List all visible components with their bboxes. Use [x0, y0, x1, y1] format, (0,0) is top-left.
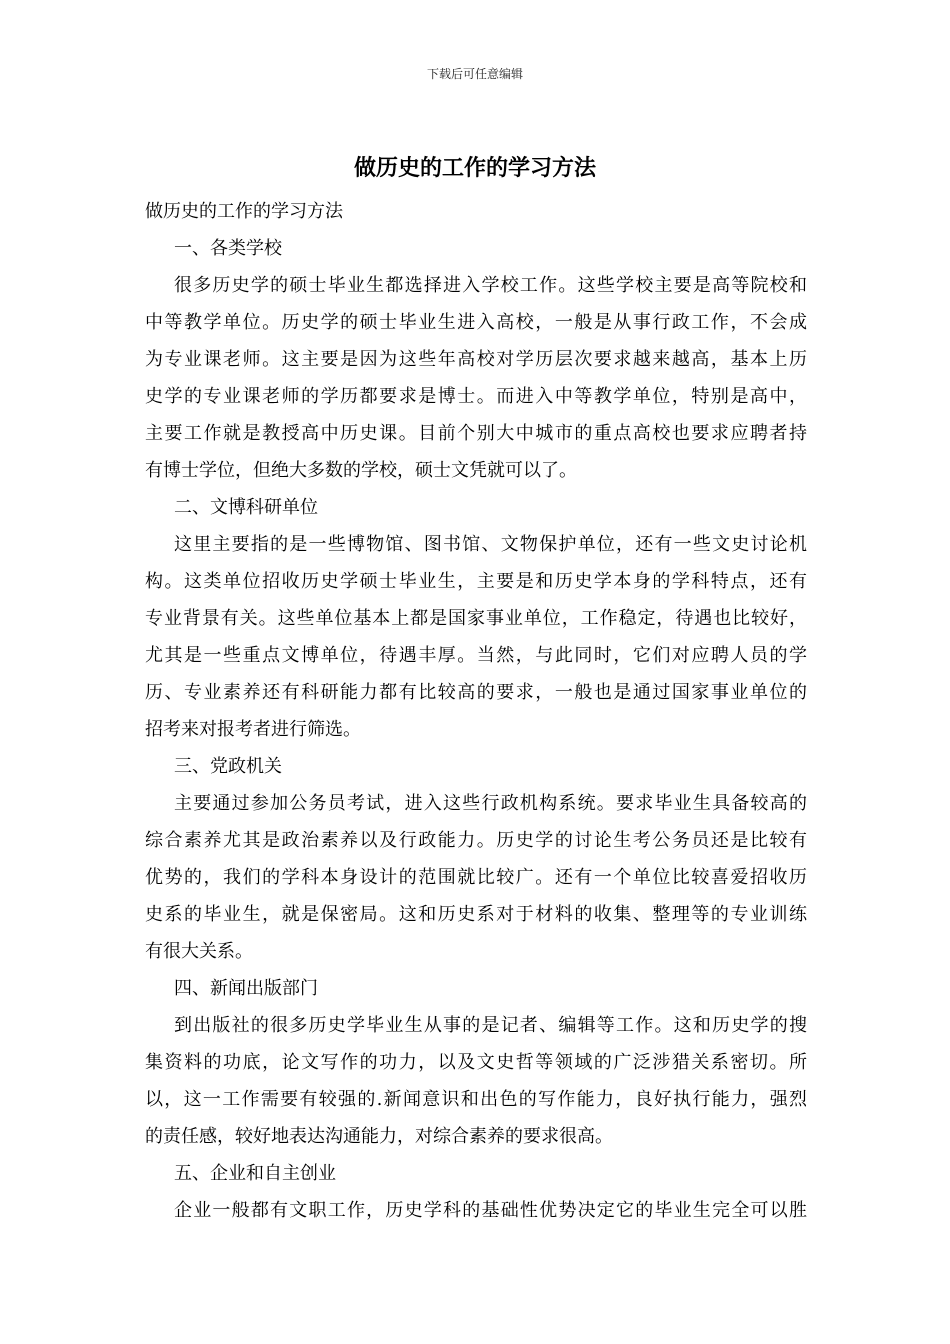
text-line: 很多历史学的硕士毕业生都选择进入学校工作。这些学校主要是高等院校和 [174, 275, 807, 296]
page-header: 下载后可任意编辑 [426, 67, 523, 81]
text-line: 中等教学单位。历史学的硕士毕业生进入高校，一般是从事行政工作，不会成 [145, 312, 807, 333]
text-line: 招考来对报考者进行筛选。 [145, 719, 361, 740]
text-line: 一、各类学校 [174, 238, 282, 259]
document-title: 做历史的工作的学习方法 [353, 155, 596, 181]
text-line: 做历史的工作的学习方法 [145, 201, 343, 222]
text-line: 专业背景有关。这些单位基本上都是国家事业单位，工作稳定，待遇也比较好， [145, 608, 807, 629]
document-body [145, 196, 807, 1232]
text-line: 企业一般都有文职工作，历史学科的基础性优势决定它的毕业生完全可以胜 [174, 1200, 807, 1221]
text-line: 尤其是一些重点文博单位，待遇丰厚。当然，与此同时，它们对应聘人员的学 [145, 645, 807, 666]
text-line: 三、党政机关 [174, 756, 282, 777]
text-line: 四、新闻出版部门 [174, 978, 318, 999]
text-line: 主要通过参加公务员考试，进入这些行政机构系统。要求毕业生具备较高的 [174, 793, 807, 814]
text-line: 到出版社的很多历史学毕业生从事的是记者、编辑等工作。这和历史学的搜 [174, 1015, 807, 1036]
text-line: 这里主要指的是一些博物馆、图书馆、文物保护单位，还有一些文史讨论机 [174, 534, 807, 555]
text-line: 集资料的功底，论文写作的功力，以及文史哲等领域的广泛涉猎关系密切。所 [145, 1052, 807, 1073]
text-line: 优势的，我们的学科本身设计的范围就比较广。还有一个单位比较喜爱招收历 [145, 867, 807, 888]
text-line: 二、文博科研单位 [174, 497, 318, 518]
text-line: 综合素养尤其是政治素养以及行政能力。历史学的讨论生考公务员还是比较有 [145, 830, 807, 851]
text-line: 有博士学位，但绝大多数的学校，硕士文凭就可以了。 [145, 460, 577, 481]
text-line: 史系的毕业生，就是保密局。这和历史系对于材料的收集、整理等的专业训练 [145, 904, 807, 925]
text-line: 历、专业素养还有科研能力都有比较高的要求，一般也是通过国家事业单位的 [145, 682, 807, 703]
text-line: 为专业课老师。这主要是因为这些年高校对学历层次要求越来越高，基本上历 [145, 349, 807, 370]
text-line: 史学的专业课老师的学历都要求是博士。而进入中等教学单位，特别是高中， [145, 386, 807, 407]
text-line: 以，这一工作需要有较强的.新闻意识和出色的写作能力，良好执行能力，强烈 [145, 1089, 807, 1110]
text-line: 主要工作就是教授高中历史课。目前个别大中城市的重点高校也要求应聘者持 [145, 423, 807, 444]
text-line: 五、企业和自主创业 [174, 1163, 336, 1184]
text-line: 的责任感，较好地表达沟通能力，对综合素养的要求很高。 [145, 1126, 613, 1147]
text-line: 构。这类单位招收历史学硕士毕业生，主要是和历史学本身的学科特点，还有 [145, 571, 807, 592]
text-line: 有很大关系。 [145, 941, 253, 962]
